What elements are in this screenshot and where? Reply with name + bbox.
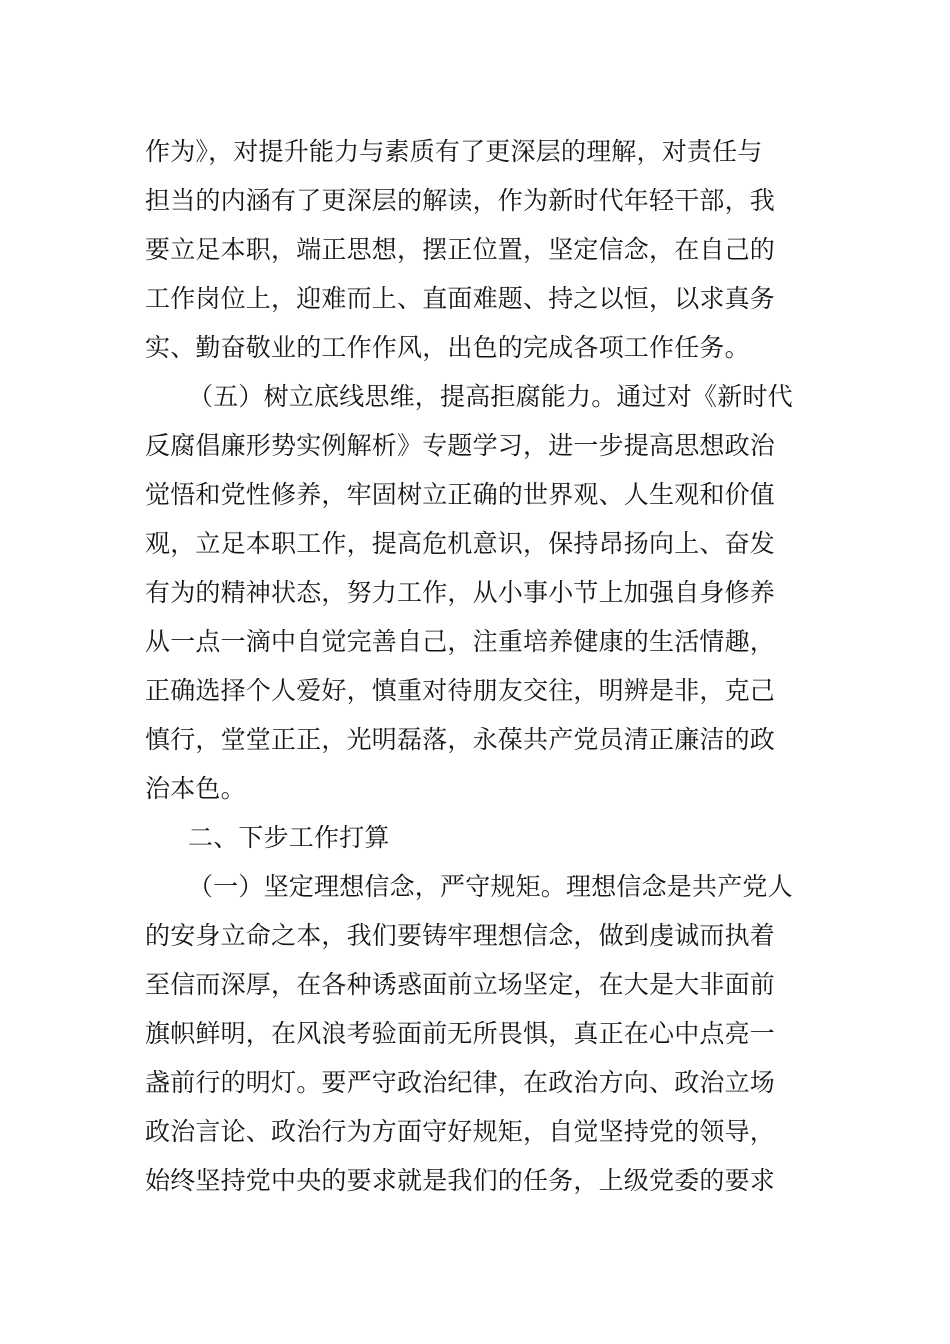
text-line: 担当的内涵有了更深层的解读，作为新时代年轻干部，我 <box>145 186 776 215</box>
text-line: 要立足本职，端正思想，摆正位置，坚定信念，在自己的 <box>145 235 776 264</box>
text-line: 旗帜鲜明，在风浪考验面前无所畏惧，真正在心中点亮一 <box>145 1019 776 1048</box>
paragraph-heading-five: （五）树立底线思维，提高拒腐能力。通过对《新时代 <box>188 382 793 411</box>
text-line: 觉悟和党性修养，牢固树立正确的世界观、人生观和价值 <box>145 480 776 509</box>
text-line: 的安身立命之本，我们要铸牢理想信念，做到虔诚而执着 <box>145 921 776 950</box>
section-heading: 二、下步工作打算 <box>188 823 390 852</box>
text-line: 慎行，堂堂正正，光明磊落，永葆共产党员清正廉洁的政 <box>145 725 776 754</box>
text-line: 作为》，对提升能力与素质有了更深层的理解，对责任与 <box>145 137 763 166</box>
text-line: 始终坚持党中央的要求就是我们的任务，上级党委的要求 <box>145 1166 776 1195</box>
paragraph-heading-one: （一）坚定理想信念，严守规矩。理想信念是共产党人 <box>188 872 793 901</box>
text-line: 盏前行的明灯。要严守政治纪律，在政治方向、政治立场 <box>145 1068 776 1097</box>
text-line: 反腐倡廉形势实例解析》专题学习，进一步提高思想政治 <box>145 431 776 460</box>
text-line: 从一点一滴中自觉完善自己，注重培养健康的生活情趣， <box>145 627 776 656</box>
text-line: 有为的精神状态，努力工作，从小事小节上加强自身修养 <box>145 578 776 607</box>
text-line: 政治言论、政治行为方面守好规矩，自觉坚持党的领导， <box>145 1117 776 1146</box>
text-line: 实、勤奋敬业的工作作风，出色的完成各项工作任务。 <box>145 333 750 362</box>
text-line: 观，立足本职工作，提高危机意识，保持昂扬向上、奋发 <box>145 529 776 558</box>
text-line: 正确选择个人爱好，慎重对待朋友交往，明辨是非，克己 <box>145 676 776 705</box>
text-line: 至信而深厚，在各种诱惑面前立场坚定，在大是大非面前 <box>145 970 776 999</box>
text-line: 工作岗位上，迎难而上、直面难题、持之以恒，以求真务 <box>145 284 776 313</box>
text-line: 治本色。 <box>145 774 246 803</box>
